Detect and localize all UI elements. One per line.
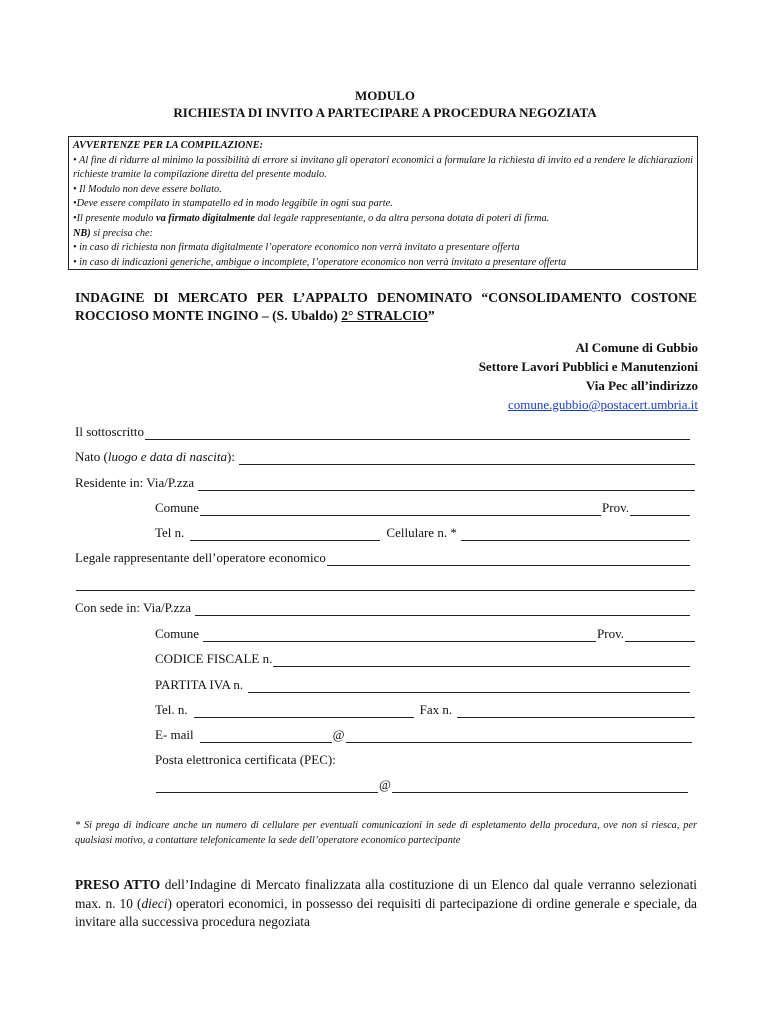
preso-atto-paragraph bbox=[75, 876, 697, 932]
row-comune2 bbox=[155, 626, 696, 642]
row-email bbox=[155, 727, 693, 743]
pec-at-sign: @ bbox=[379, 777, 391, 792]
label-tel2: Tel. n. bbox=[155, 702, 188, 717]
warning-item-4 bbox=[73, 212, 693, 227]
form-subtitle: RICHIESTA DI INVITO A PARTECIPARE A PROCEDURA NEGOZIATA bbox=[173, 105, 597, 120]
warning-item-2: • Il Modulo non deve essere bollato. bbox=[73, 183, 222, 195]
field-sottoscritto[interactable] bbox=[145, 427, 690, 440]
warning-item-1: • Al fine di ridurre al minimo la possibilità di errore si invitano gli operatori economici a formulare la richiesta di invito ed a rendere le dichiarazioni richieste tramite la compilazione diretta del presente modulo. bbox=[73, 154, 693, 181]
warning-item-5: • in caso di richiesta non firmata digitalmente l’operatore economico non verrà invitato a presentare offerta bbox=[73, 242, 520, 254]
recipient-line-3: Via Pec all’indirizzo bbox=[585, 378, 698, 393]
label-comune: Comune bbox=[155, 500, 200, 515]
label-prov: Prov. bbox=[602, 500, 629, 515]
warning-item-4-post: dal legale rappresentante, o da altra persona dotata di poteri di firma. bbox=[254, 212, 550, 224]
label-partita-iva: PARTITA IVA n. bbox=[155, 677, 244, 692]
field-pec-domain[interactable] bbox=[392, 780, 688, 793]
label-codice-fiscale: CODICE FISCALE n. bbox=[155, 651, 273, 666]
label-cellulare: Cellulare n. * bbox=[386, 525, 457, 540]
label-nato bbox=[75, 449, 238, 465]
subject-text: INDAGINE DI MERCATO PER L’APPALTO DENOMINATO “CONSOLIDAMENTO COSTONE ROCCIOSO MONTE INGINO – (S. Ubaldo) bbox=[75, 290, 697, 323]
warning-item-4-pre: •Il presente modulo bbox=[73, 212, 157, 224]
field-prov2[interactable] bbox=[625, 629, 695, 642]
preso-atto-text2: ) operatori economici, in possesso dei requisiti di partecipazione di ordine generale e speciale, da invitare alla successiva procedura negoziata bbox=[75, 895, 698, 929]
label-residente: Residente in: Via/P.zza bbox=[75, 475, 195, 490]
label-sottoscritto: Il sottoscritto bbox=[75, 424, 144, 439]
row-sottoscritto bbox=[75, 424, 691, 440]
field-prov[interactable] bbox=[630, 503, 690, 516]
row-tel bbox=[155, 525, 691, 541]
field-residente[interactable] bbox=[198, 478, 695, 491]
recipient-line-2: Settore Lavori Pubblici e Manutenzioni bbox=[478, 359, 698, 374]
field-comune[interactable] bbox=[200, 503, 601, 516]
row-pec-label bbox=[155, 752, 693, 768]
field-legale-continued[interactable] bbox=[76, 578, 695, 591]
warning-nb bbox=[73, 227, 693, 242]
label-pec: Posta elettronica certificata (PEC): bbox=[155, 752, 336, 767]
row-legale bbox=[75, 550, 691, 566]
field-legale[interactable] bbox=[327, 553, 690, 566]
preso-atto-text1: dell’Indagine di Mercato finalizzata alla costituzione di un Elenco dal quale verranno selezionati max. n. 10 ( bbox=[75, 877, 698, 911]
warnings-title: AVVERTENZE PER LA COMPILAZIONE: bbox=[73, 140, 264, 151]
field-fax[interactable] bbox=[457, 705, 695, 718]
subject-heading bbox=[75, 289, 697, 325]
row-residente bbox=[75, 475, 696, 491]
label-comune2: Comune bbox=[155, 626, 200, 641]
label-tel: Tel n. bbox=[155, 525, 185, 540]
field-email-user[interactable] bbox=[200, 730, 332, 743]
recipient-line-1: Al Comune di Gubbio bbox=[575, 340, 698, 355]
field-nato[interactable] bbox=[239, 452, 695, 465]
label-email: E- mail bbox=[155, 727, 194, 742]
field-tel2[interactable] bbox=[194, 705, 414, 718]
row-nato bbox=[75, 449, 696, 465]
field-sede[interactable] bbox=[195, 603, 690, 616]
label-prov2: Prov. bbox=[597, 626, 624, 641]
field-cellulare[interactable] bbox=[461, 528, 690, 541]
row-tel2 bbox=[155, 702, 696, 718]
field-comune2[interactable] bbox=[203, 629, 596, 642]
preso-atto-italic: dieci bbox=[141, 895, 168, 911]
field-pec-user[interactable] bbox=[156, 780, 378, 793]
label-sede: Con sede in: Via/P.zza bbox=[75, 600, 191, 615]
warning-item-6: • in caso di indicazioni generiche, ambigue o incomplete, l’operatore economico non verrà invitato a presentare offerta bbox=[73, 256, 567, 268]
subject-closing: ” bbox=[427, 308, 435, 323]
warning-nb-bold: NB) bbox=[73, 227, 91, 239]
field-codice-fiscale[interactable] bbox=[273, 654, 690, 667]
label-nato-post: ): bbox=[227, 449, 235, 464]
row-codice-fiscale bbox=[155, 651, 691, 667]
warning-item-4-bold: va firmato digitalmente bbox=[156, 212, 255, 224]
row-legale-cont bbox=[75, 575, 696, 591]
form-title: MODULO bbox=[355, 88, 415, 103]
recipient-email-link[interactable]: comune.gubbio@postacert.umbria.it bbox=[508, 397, 698, 412]
label-legale: Legale rappresentante dell’operatore economico bbox=[75, 550, 326, 565]
subject-underlined: 2° STRALCIO bbox=[341, 308, 428, 323]
warning-nb-text: si precisa che: bbox=[90, 227, 153, 239]
warning-item-3: •Deve essere compilato in stampatello ed in modo leggibile in ogni sua parte. bbox=[73, 198, 393, 210]
footnote: * Si prega di indicare anche un numero di cellulare per eventuali comunicazioni in sede di espletamento della procedura, ove non si riesca, per qualsiasi motivo, a contattare telefonicamente la sede dell’operatore economico partecipante bbox=[75, 820, 697, 846]
label-fax: Fax n. bbox=[419, 702, 453, 717]
recipient-address bbox=[479, 338, 698, 414]
label-nato-pre: Nato ( bbox=[75, 449, 108, 464]
row-pec bbox=[155, 777, 689, 793]
row-sede bbox=[75, 600, 691, 616]
field-partita-iva[interactable] bbox=[248, 680, 690, 693]
row-partita-iva bbox=[155, 677, 691, 693]
preso-atto-bold: PRESO ATTO bbox=[75, 877, 161, 892]
label-nato-italic: luogo e data di nascita bbox=[107, 449, 228, 464]
email-at-sign: @ bbox=[332, 727, 345, 742]
row-comune bbox=[155, 500, 691, 516]
field-tel[interactable] bbox=[190, 528, 380, 541]
warnings-box bbox=[68, 136, 698, 270]
field-email-domain[interactable] bbox=[346, 730, 692, 743]
